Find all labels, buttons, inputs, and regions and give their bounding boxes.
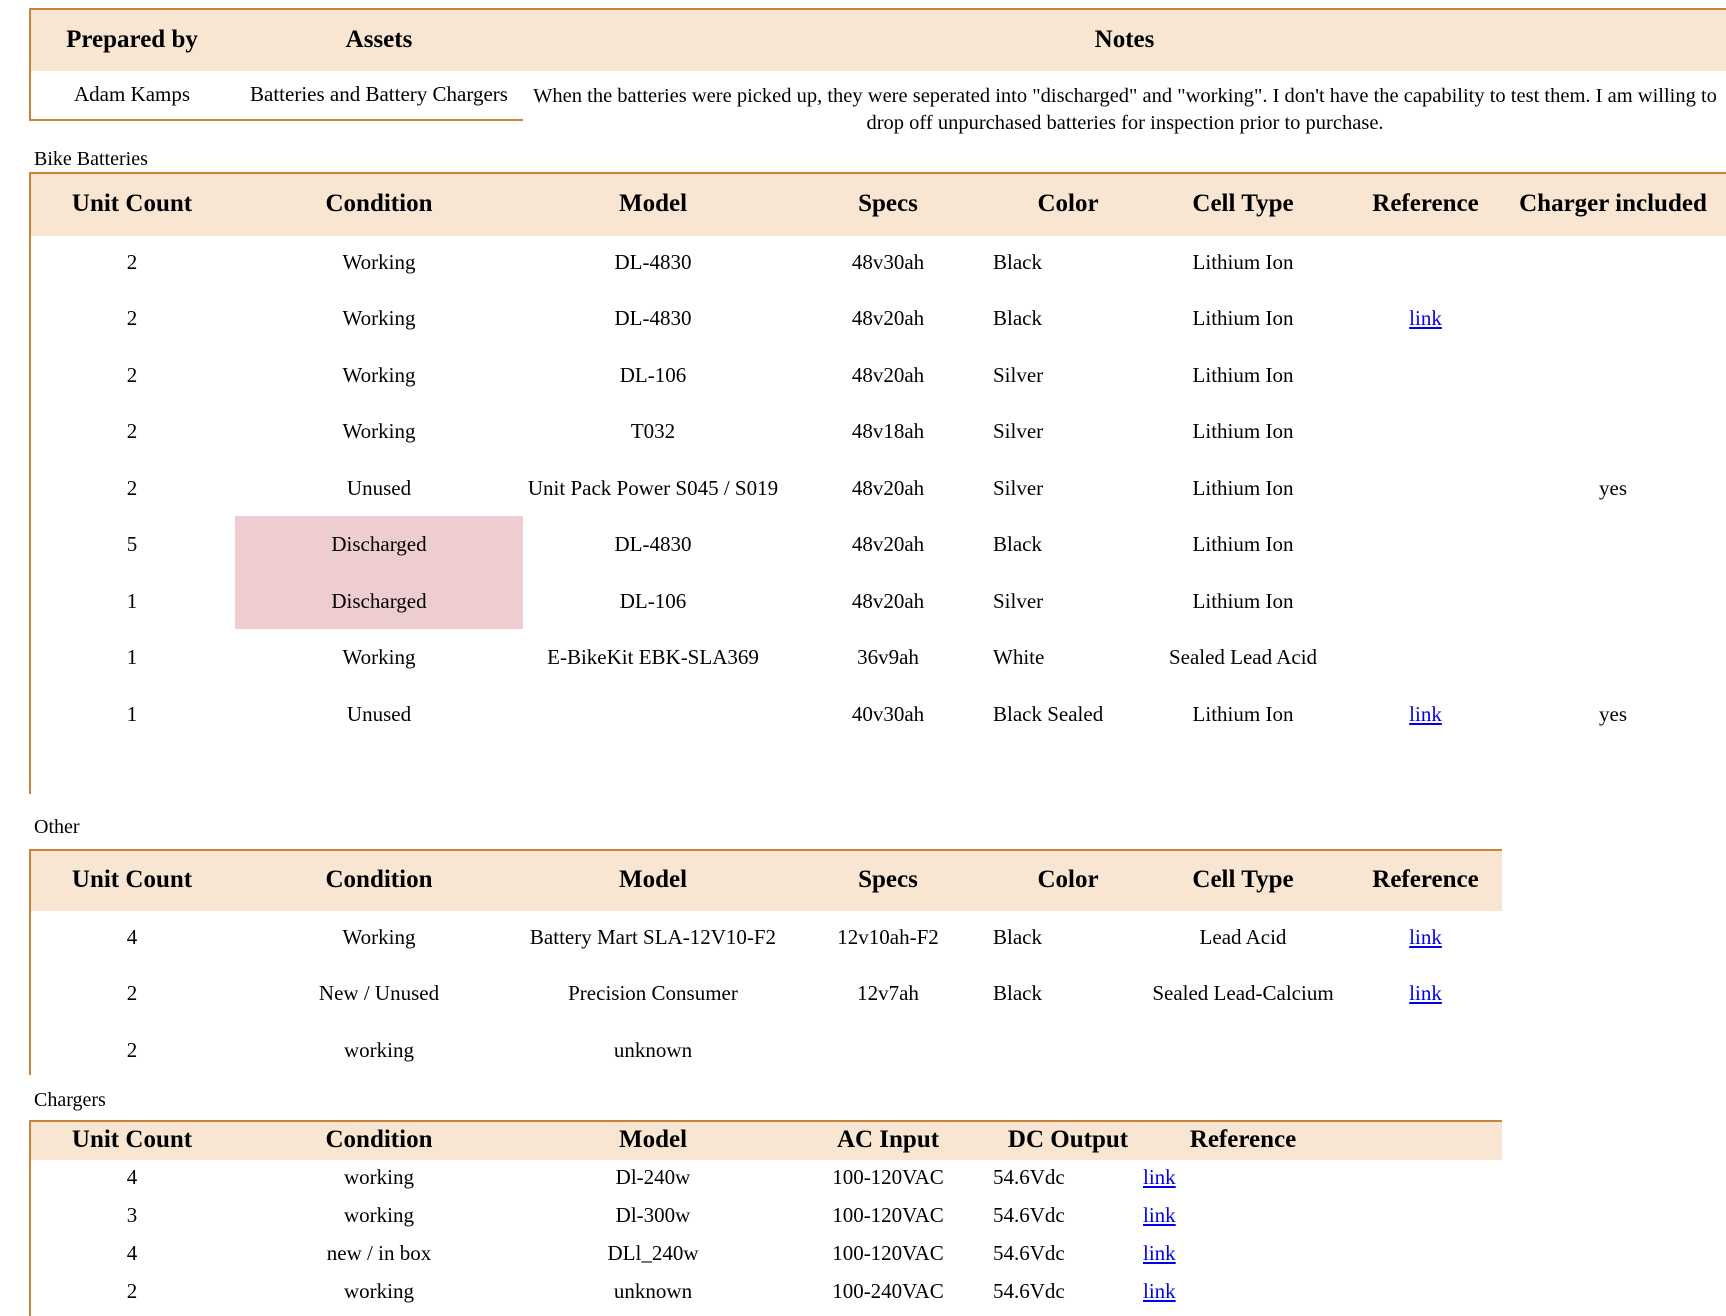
table-row-model: Dl-240w [615,1164,691,1189]
table-row-condition: Discharged [331,532,427,557]
col-unit-count: Unit Count [71,866,193,894]
table-row-color: Silver [993,588,1044,613]
table-row-cell-type: Lithium Ion [1192,306,1294,331]
col-color: Color [1037,866,1099,894]
col-ac-input: AC Input [836,1126,940,1154]
col-cell-type: Cell Type [1192,190,1294,218]
col-reference: Reference [1372,866,1479,894]
table-row-color: Black [993,249,1042,274]
table-row-charger-included: yes [1599,475,1627,500]
col-model: Model [618,190,688,218]
table-row-count: 2 [126,306,138,331]
reference-link[interactable]: link [1143,1240,1176,1265]
table-row-cell-type: Sealed Lead Acid [1168,645,1318,670]
table-row-condition: working [344,1278,414,1303]
table-row-model: DL-106 [619,362,687,387]
table-row-dc-output: 54.6Vdc [993,1164,1065,1189]
table-row-count: 1 [126,701,138,726]
reference-link[interactable]: link [1143,1202,1176,1227]
table-row-condition: Unused [346,701,412,726]
table-row-model: unknown [613,1278,693,1303]
table-row-count: 2 [126,419,138,444]
table-row-color: White [993,645,1045,670]
table-row-count: 3 [126,1202,138,1227]
table-row-count: 2 [126,981,138,1006]
col-condition: Condition [325,190,433,218]
col-specs: Specs [858,190,918,218]
table-row-ac-input: 100-120VAC [832,1202,944,1227]
col-specs: Specs [858,866,918,894]
table-row-count: 5 [126,532,138,557]
table-row-model: Battery Mart SLA-12V10-F2 [529,924,777,949]
table-row-model: Dl-300w [615,1202,691,1227]
col-unit-count: Unit Count [71,190,193,218]
table-row-model: T032 [630,419,676,444]
col-color: Color [1037,190,1099,218]
table-row-charger-included: yes [1599,701,1627,726]
table-row-model: DLl_240w [607,1240,699,1265]
table-row-count: 2 [126,1037,138,1062]
table-row-condition: Working [342,306,416,331]
table-row-condition: Unused [346,475,412,500]
col-condition: Condition [325,866,433,894]
table-row-cell-type: Sealed Lead-Calcium [1152,981,1334,1006]
table-row-specs: 48v20ah [851,588,925,613]
table-row-condition: Working [342,362,416,387]
table-row-count: 2 [126,1278,138,1303]
table-row-specs: 48v20ah [851,306,925,331]
table-row-ac-input: 100-240VAC [832,1278,944,1303]
col-unit-count: Unit Count [71,1126,193,1154]
table-row-color: Black [993,532,1042,557]
table-row-cell-type: Lithium Ion [1192,362,1294,387]
col-prepared-by: Prepared by [66,25,198,53]
table-row-color: Silver [993,475,1044,500]
table-row-model: DL-4830 [614,532,692,557]
table-row-model: DL-106 [619,588,687,613]
table-row-specs: 48v20ah [851,532,925,557]
notes-value: When the batteries were picked up, they were seperated into "discharged" and "working". I don't have the capability to test them. I am willing to drop off unpurchased batteries for inspection prior to purchase. [533,85,1717,134]
table-row-condition: Discharged [331,588,427,613]
col-charger-included: Charger included [1519,190,1707,218]
table-row-specs: 48v20ah [851,362,925,387]
col-model: Model [618,866,688,894]
table-row-specs: 12v10ah-F2 [837,924,939,949]
table-row-model: unknown [613,1037,693,1062]
table-row-cell-type: Lithium Ion [1192,532,1294,557]
col-assets: Assets [345,25,413,53]
table-row-cell-type: Lithium Ion [1192,475,1294,500]
table-row-count: 2 [126,362,138,387]
table-row-specs: 12v7ah [857,981,919,1006]
reference-link[interactable]: link [1409,924,1442,949]
table-row-cell-type: Lithium Ion [1192,701,1294,726]
table-row-cell-type: Lead Acid [1199,924,1287,949]
table-row-count: 1 [126,588,138,613]
table-row-condition: Working [342,924,416,949]
table-row-cell-type: Lithium Ion [1192,249,1294,274]
table-row-condition: working [344,1164,414,1189]
table-row-dc-output: 54.6Vdc [993,1278,1065,1303]
table-row-model: Unit Pack Power S045 / S019 [527,475,779,500]
table-row-condition: working [344,1202,414,1227]
table-row-model: Precision Consumer [568,981,738,1006]
table-row-condition: Working [342,419,416,444]
table-row-condition: Working [342,645,416,670]
table-row-dc-output: 54.6Vdc [993,1240,1065,1265]
section-title-other: Other [34,816,80,838]
table-row-color: Black Sealed [993,701,1104,726]
table-row-specs: 48v18ah [851,419,925,444]
table-row-count: 4 [126,1164,138,1189]
table-row-specs: 40v30ah [851,701,925,726]
assets-value: Batteries and Battery Chargers [250,81,508,106]
table-row-model: DL-4830 [614,306,692,331]
table-row-condition: working [344,1037,414,1062]
col-cell-type: Cell Type [1192,866,1294,894]
table-row-count: 2 [126,249,138,274]
table-row-count: 4 [126,924,138,949]
table-row-color: Black [993,306,1042,331]
table-row-color: Silver [993,362,1044,387]
table-row-ac-input: 100-120VAC [832,1240,944,1265]
table-row-count: 4 [126,1240,138,1265]
table-row-condition: New / Unused [318,981,440,1006]
reference-link[interactable]: link [1409,701,1442,726]
col-notes: Notes [1094,25,1155,53]
table-row-specs: 36v9ah [857,645,919,670]
table-row-cell-type: Lithium Ion [1192,419,1294,444]
table-row-specs: 48v20ah [851,475,925,500]
col-dc-output: DC Output [1007,1126,1129,1154]
table-row-count: 2 [126,475,138,500]
table-row-color: Silver [993,419,1044,444]
table-row-cell-type: Lithium Ion [1192,588,1294,613]
table-row-model: DL-4830 [614,249,692,274]
col-reference: Reference [1189,1126,1297,1154]
col-reference: Reference [1372,190,1479,218]
reference-link[interactable]: link [1409,306,1442,331]
table-row-model: E-BikeKit EBK-SLA369 [547,645,759,670]
section-title-bike-batteries: Bike Batteries [34,148,148,170]
section-title-chargers: Chargers [34,1089,106,1111]
table-row-dc-output: 54.6Vdc [993,1202,1065,1227]
reference-link[interactable]: link [1409,981,1442,1006]
table-row-specs: 48v30ah [851,249,925,274]
prepared-by-value: Adam Kamps [73,81,191,106]
reference-link[interactable]: link [1143,1278,1176,1303]
table-row-color: Black [993,981,1042,1006]
table-row-model [523,686,783,742]
table-row-count: 1 [126,645,138,670]
table-row-condition: Working [342,249,416,274]
table-row-condition: new / in box [326,1240,432,1265]
col-model: Model [618,1126,688,1154]
col-condition: Condition [325,1126,433,1154]
table-row-ac-input: 100-120VAC [832,1164,944,1189]
reference-link[interactable]: link [1143,1164,1176,1189]
table-row-color: Black [993,924,1042,949]
